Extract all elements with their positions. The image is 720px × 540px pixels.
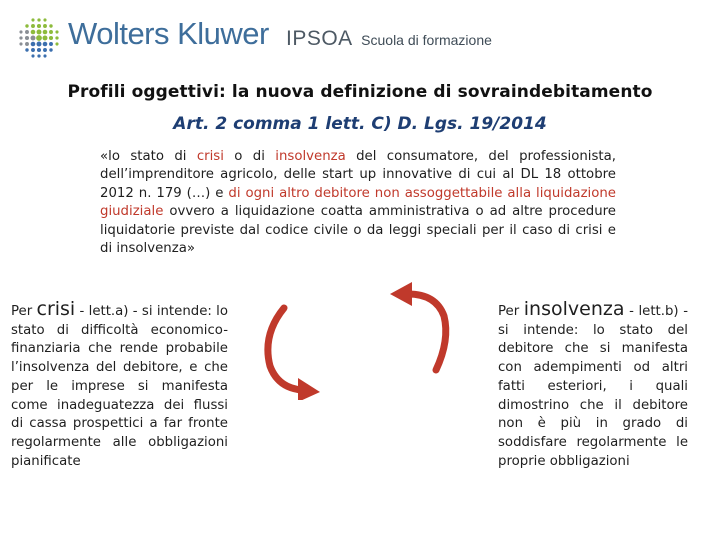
page-subtitle: Art. 2 comma 1 lett. C) D. Lgs. 19/2014 [173, 114, 547, 134]
partner-subtitle: Scuola di formazione [361, 32, 492, 48]
logo-dot [19, 42, 22, 45]
logo-dot [49, 42, 53, 46]
wolters-kluwer-logo-icon [16, 15, 62, 61]
logo-dot [55, 36, 58, 39]
logo-dot [55, 30, 58, 33]
logo-dot [25, 42, 29, 46]
logo-dot [43, 54, 46, 57]
logo-dot [49, 30, 53, 34]
insolvenza-body: - lett.b) - si intende: lo stato del debitore che si manifesta con adempimenti od altri fatti esteriori, i quali dimostrino che il debitore non è più in grado di soddisfare regolarmente le proprie obbligazioni [498, 304, 688, 469]
logo-dot [43, 18, 46, 21]
logo-dot [49, 24, 52, 27]
logo-dot [49, 48, 52, 51]
crisi-definition [11, 300, 228, 471]
quote-text: ovvero a liquidazione coatta amministrativa o ad altre procedure liquidatorie previste dal codice civile o da leggi speciali per il caso di crisi e di insolvenza» [100, 204, 616, 257]
logo-dot [25, 48, 28, 51]
partner-logo [286, 27, 492, 51]
logo-dot [31, 54, 34, 57]
crisi-term: crisi [36, 298, 76, 320]
curved-arrow-icon [386, 280, 456, 380]
partner-name: IPSOA [286, 27, 353, 50]
insolvenza-prefix: Per [498, 304, 524, 319]
logo-dot [37, 54, 40, 57]
logo-dot [37, 48, 41, 52]
crisi-body: - lett.a) - si intende: lo stato di difficoltà economico-finanziaria che rende probabile l’insolvenza del debitore, e che per le imprese si manifesta come inadeguatezza dei flussi di cassa prospettici a far fronte regolarmente alle obbligazioni pianificate [11, 304, 228, 469]
logo-dot [31, 48, 35, 52]
page-title: Profili oggettivi: la nuova definizione di sovraindebitamento [67, 82, 653, 102]
logo-dot [43, 36, 48, 41]
logo-dot [55, 42, 58, 45]
logo-dot [19, 30, 22, 33]
logo-dot [31, 42, 36, 47]
insolvenza-term: insolvenza [523, 298, 625, 320]
quote-text: «lo stato di [100, 149, 197, 164]
quote-red-clause: di ogni altro debitore non assoggettabile alla liquidazione giudiziale [100, 185, 616, 220]
logo-dot [37, 42, 42, 47]
logo-dot [31, 18, 34, 21]
logo-dot [25, 24, 28, 27]
law-quote [100, 148, 616, 258]
logo-dot [36, 35, 42, 41]
quote-crisi: crisi [196, 149, 224, 164]
logo-dot [31, 36, 36, 41]
logo-dot [25, 30, 29, 34]
logo-dot [43, 24, 47, 28]
logo-dot [49, 36, 53, 40]
crisi-prefix: Per [11, 304, 37, 319]
quote-text: del consumatore, del professionista, dell’imprenditore agricolo, delle start up innovative di cui al DL 18 ottobre 2012 n. 179 (…) e [100, 149, 617, 201]
insolvenza-definition [498, 300, 688, 471]
logo-dot [19, 36, 22, 39]
logo-dot [37, 24, 41, 28]
brand-name: Wolters Kluwer [68, 16, 269, 51]
logo-dot [43, 48, 47, 52]
logo-dot [25, 36, 29, 40]
logo-dot [43, 30, 48, 35]
header [0, 0, 720, 75]
logo-dot [37, 18, 40, 21]
logo-dot [43, 42, 48, 47]
quote-text: o di [223, 149, 276, 164]
logo-dot [37, 30, 42, 35]
curved-arrow-icon [258, 300, 328, 400]
quote-insolvenza: insolvenza [275, 149, 346, 164]
logo-dot [31, 24, 35, 28]
logo-dot [31, 30, 36, 35]
